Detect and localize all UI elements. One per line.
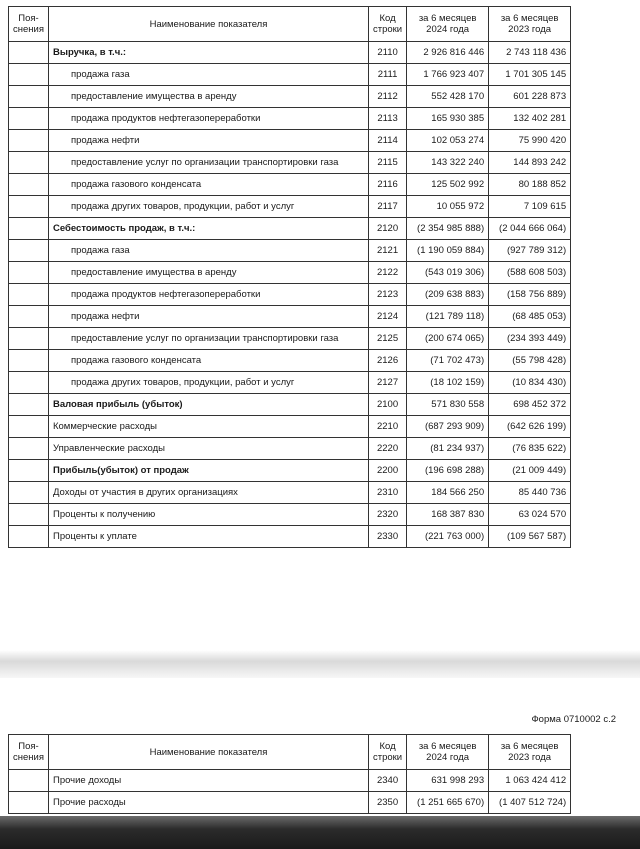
table-row [9, 130, 571, 152]
row-note-cell [9, 196, 49, 218]
row-name: предоставление услуг по организации транспортировки газа [48, 152, 368, 174]
row-value-2024: (121 789 118) [407, 306, 489, 328]
row-value-2024: (1 190 059 884) [407, 240, 489, 262]
form-number-label: Форма 0710002 с.2 [531, 714, 616, 725]
table-row [9, 262, 571, 284]
row-code: 2220 [368, 438, 406, 460]
row-name: продажа продуктов нефтегазопереработки [48, 284, 368, 306]
row-value-2023: 63 024 570 [489, 504, 571, 526]
table-row [9, 372, 571, 394]
row-name: продажа других товаров, продукции, работ и услуг [48, 372, 368, 394]
row-value-2024: 125 502 992 [407, 174, 489, 196]
table-row [9, 152, 571, 174]
row-name: Выручка, в т.ч.: [48, 42, 368, 64]
row-value-2024: (196 698 288) [407, 460, 489, 482]
row-value-2023: 80 188 852 [489, 174, 571, 196]
row-code: 2124 [368, 306, 406, 328]
row-code: 2110 [368, 42, 406, 64]
row-name: продажа нефти [48, 130, 368, 152]
table-row [9, 284, 571, 306]
row-value-2024: 2 926 816 446 [407, 42, 489, 64]
row-code: 2320 [368, 504, 406, 526]
row-note-cell [9, 770, 49, 792]
row-code: 2114 [368, 130, 406, 152]
header-name: Наименование показателя [48, 7, 368, 42]
row-code: 2116 [368, 174, 406, 196]
row-code: 2200 [368, 460, 406, 482]
row-value-2024: 165 930 385 [407, 108, 489, 130]
row-value-2024: 571 830 558 [407, 394, 489, 416]
row-value-2024: (81 234 937) [407, 438, 489, 460]
table-row [9, 174, 571, 196]
row-code: 2122 [368, 262, 406, 284]
header-period-2023: за 6 месяцев 2023 года [489, 7, 571, 42]
row-code: 2112 [368, 86, 406, 108]
row-name: продажа газа [48, 64, 368, 86]
row-note-cell [9, 152, 49, 174]
header-code: Код строки [368, 7, 406, 42]
row-value-2024: (1 251 665 670) [407, 792, 489, 814]
row-name: Проценты к уплате [48, 526, 368, 548]
header-period-2024: за 6 месяцев 2024 года [407, 735, 489, 770]
row-value-2023: (642 626 199) [489, 416, 571, 438]
table-row [9, 460, 571, 482]
row-value-2023: (234 393 449) [489, 328, 571, 350]
header-period-2024: за 6 месяцев 2024 года [407, 7, 489, 42]
row-value-2024: 631 998 293 [407, 770, 489, 792]
table-header-row [9, 7, 571, 42]
row-note-cell [9, 64, 49, 86]
row-value-2024: 10 055 972 [407, 196, 489, 218]
row-note-cell [9, 108, 49, 130]
row-code: 2121 [368, 240, 406, 262]
table-row [9, 416, 571, 438]
row-value-2024: 552 428 170 [407, 86, 489, 108]
table-row [9, 526, 571, 548]
row-name: продажа газового конденсата [48, 174, 368, 196]
row-code: 2340 [368, 770, 406, 792]
row-note-cell [9, 438, 49, 460]
row-code: 2350 [368, 792, 406, 814]
row-value-2023: (68 485 053) [489, 306, 571, 328]
row-code: 2123 [368, 284, 406, 306]
row-code: 2310 [368, 482, 406, 504]
row-note-cell [9, 394, 49, 416]
row-value-2023: (55 798 428) [489, 350, 571, 372]
row-value-2023: (158 756 889) [489, 284, 571, 306]
row-value-2023: 144 893 242 [489, 152, 571, 174]
row-code: 2120 [368, 218, 406, 240]
row-value-2023: (109 567 587) [489, 526, 571, 548]
row-note-cell [9, 526, 49, 548]
row-value-2023: (1 407 512 724) [489, 792, 571, 814]
row-value-2023: (10 834 430) [489, 372, 571, 394]
table-row [9, 438, 571, 460]
table-row [9, 792, 571, 814]
row-note-cell [9, 482, 49, 504]
table-row [9, 108, 571, 130]
table-row [9, 328, 571, 350]
row-value-2023: 1 063 424 412 [489, 770, 571, 792]
row-name: продажа газа [48, 240, 368, 262]
row-name: продажа нефти [48, 306, 368, 328]
row-value-2024: (18 102 159) [407, 372, 489, 394]
row-code: 2127 [368, 372, 406, 394]
row-value-2023: 2 743 118 436 [489, 42, 571, 64]
row-name: Проценты к получению [48, 504, 368, 526]
row-value-2024: (71 702 473) [407, 350, 489, 372]
row-note-cell [9, 416, 49, 438]
row-name: продажа газового конденсата [48, 350, 368, 372]
row-value-2023: (588 608 503) [489, 262, 571, 284]
header-code: Код строки [368, 735, 406, 770]
row-note-cell [9, 306, 49, 328]
row-code: 2100 [368, 394, 406, 416]
row-value-2024: 1 766 923 407 [407, 64, 489, 86]
row-value-2024: 143 322 240 [407, 152, 489, 174]
row-name: Управленческие расходы [48, 438, 368, 460]
row-value-2024: 168 387 830 [407, 504, 489, 526]
row-note-cell [9, 350, 49, 372]
row-name: продажа других товаров, продукции, работ и услуг [48, 196, 368, 218]
table-row [9, 482, 571, 504]
row-value-2023: 7 109 615 [489, 196, 571, 218]
row-value-2023: 698 452 372 [489, 394, 571, 416]
row-name: Прочие доходы [48, 770, 368, 792]
row-value-2023: 132 402 281 [489, 108, 571, 130]
row-note-cell [9, 240, 49, 262]
row-note-cell [9, 372, 49, 394]
row-value-2024: 184 566 250 [407, 482, 489, 504]
row-code: 2111 [368, 64, 406, 86]
table-row [9, 42, 571, 64]
row-value-2023: (21 009 449) [489, 460, 571, 482]
row-note-cell [9, 130, 49, 152]
table-row [9, 770, 571, 792]
row-name: Прочие расходы [48, 792, 368, 814]
table-row [9, 64, 571, 86]
table-row [9, 350, 571, 372]
row-name: предоставление имущества в аренду [48, 262, 368, 284]
table-row [9, 86, 571, 108]
table-row [9, 394, 571, 416]
table-row [9, 196, 571, 218]
row-name: Прибыль(убыток) от продаж [48, 460, 368, 482]
row-value-2023: 601 228 873 [489, 86, 571, 108]
row-note-cell [9, 86, 49, 108]
row-note-cell [9, 504, 49, 526]
table-row [9, 240, 571, 262]
row-value-2024: (200 674 065) [407, 328, 489, 350]
row-value-2023: 75 990 420 [489, 130, 571, 152]
row-note-cell [9, 174, 49, 196]
table-row [9, 504, 571, 526]
row-code: 2126 [368, 350, 406, 372]
income-statement-table-continued [8, 734, 571, 814]
row-code: 2330 [368, 526, 406, 548]
row-note-cell [9, 284, 49, 306]
header-name: Наименование показателя [48, 735, 368, 770]
row-value-2023: (2 044 666 064) [489, 218, 571, 240]
bottom-shadow [0, 816, 640, 849]
row-value-2023: (927 789 312) [489, 240, 571, 262]
row-value-2024: (543 019 306) [407, 262, 489, 284]
row-note-cell [9, 792, 49, 814]
row-value-2023: (76 835 622) [489, 438, 571, 460]
row-value-2024: 102 053 274 [407, 130, 489, 152]
row-code: 2210 [368, 416, 406, 438]
row-name: Себестоимость продаж, в т.ч.: [48, 218, 368, 240]
row-note-cell [9, 262, 49, 284]
row-value-2024: (2 354 985 888) [407, 218, 489, 240]
table-row [9, 306, 571, 328]
header-period-2023: за 6 месяцев 2023 года [489, 735, 571, 770]
table-header-row [9, 735, 571, 770]
row-value-2024: (221 763 000) [407, 526, 489, 548]
header-note: Поя- снения [9, 735, 49, 770]
income-statement-table [8, 6, 571, 548]
header-note: Поя- снения [9, 7, 49, 42]
row-name: Коммерческие расходы [48, 416, 368, 438]
row-name: предоставление имущества в аренду [48, 86, 368, 108]
row-code: 2113 [368, 108, 406, 130]
row-name: продажа продуктов нефтегазопереработки [48, 108, 368, 130]
row-note-cell [9, 42, 49, 64]
row-value-2024: (687 293 909) [407, 416, 489, 438]
row-value-2023: 1 701 305 145 [489, 64, 571, 86]
table-row [9, 218, 571, 240]
row-code: 2115 [368, 152, 406, 174]
row-value-2024: (209 638 883) [407, 284, 489, 306]
row-value-2023: 85 440 736 [489, 482, 571, 504]
row-name: Доходы от участия в других организациях [48, 482, 368, 504]
row-note-cell [9, 218, 49, 240]
row-name: предоставление услуг по организации транспортировки газа [48, 328, 368, 350]
row-code: 2117 [368, 196, 406, 218]
row-code: 2125 [368, 328, 406, 350]
row-note-cell [9, 328, 49, 350]
page-gap [0, 650, 640, 678]
row-note-cell [9, 460, 49, 482]
row-name: Валовая прибыль (убыток) [48, 394, 368, 416]
